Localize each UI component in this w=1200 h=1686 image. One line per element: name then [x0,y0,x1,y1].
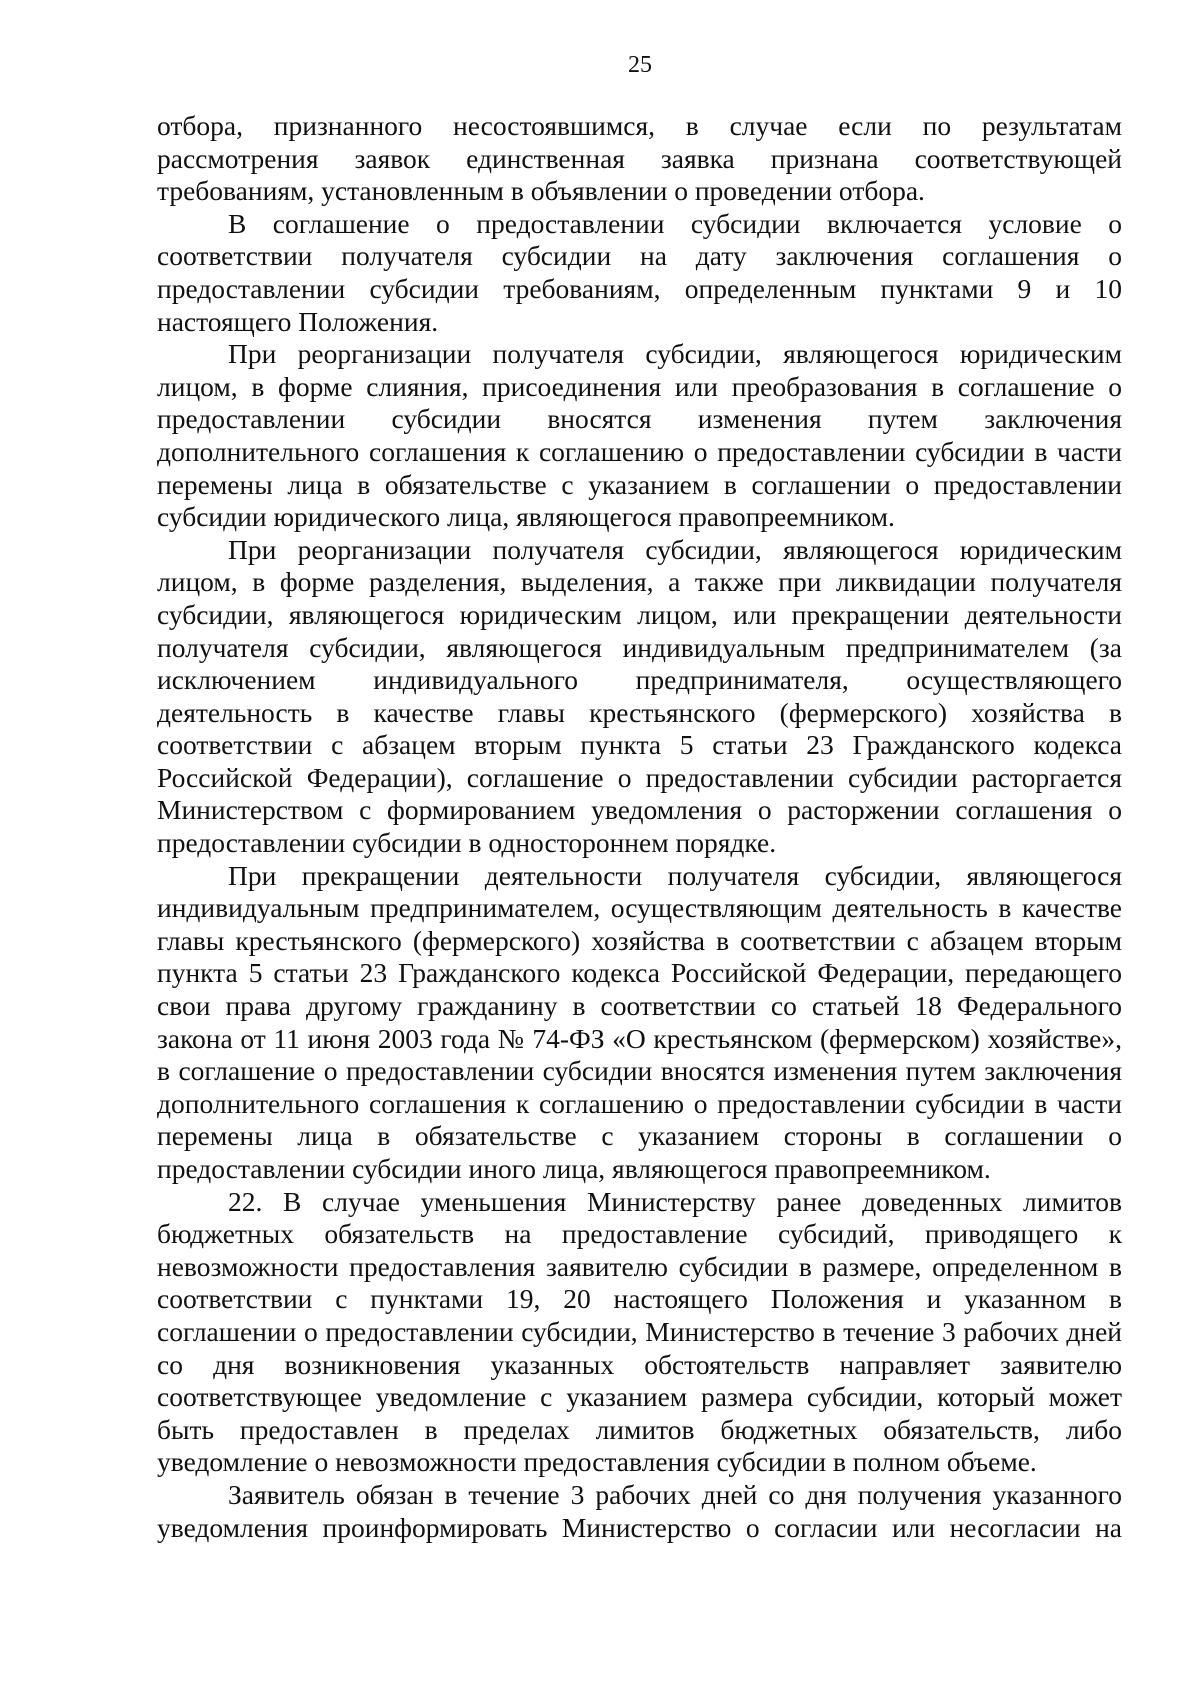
paragraph-agreement-condition: В соглашение о предоставлении субсидии включается условие о соответствии получателя субсидии на дату заключения соглашения о предоставлении субсидии требованиям, определенным пунктами 9 и 10 настоящего Положения. [157,207,1122,337]
paragraph-reorganization-division: При реорганизации получателя субсидии, являющегося юридическим лицом, в форме разделения, выделения, а также при ликвидации получателя субсидии, являющегося юридическим лицом, или прекращении деятельности получателя субсидии, являющегося индивидуальным предпринимателем (за исключением индивидуального предпринимателя, осуществляющего деятельность в качестве главы крестьянского (фермерского) хозяйства в соответствии с абзацем вторым пункта 5 статьи 23 Гражданского кодекса Российской Федерации), соглашение о предоставлении субсидии расторгается Министерством с формированием уведомления о расторжении соглашения о предоставлении субсидии в одностороннем порядке. [157,533,1122,859]
paragraph-item-22: 22. В случае уменьшения Министерству ранее доведенных лимитов бюджетных обязательств на предоставление субсидий, приводящего к невозможности предоставления заявителю субсидии в размере, определенном в соответствии с пунктами 19, 20 настоящего Положения и указанном в соглашении о предоставлении субсидии, Министерство в течение 3 рабочих дней со дня возникновения указанных обстоятельств направляет заявителю соответствующее уведомление с указанием размера субсидии, который может быть предоставлен в пределах лимитов бюджетных обязательств, либо уведомление о невозможности предоставления субсидии в полном объеме. [157,1185,1122,1478]
paragraph-applicant-obligation: Заявитель обязан в течение 3 рабочих дней со дня получения указанного уведомления проинформировать Министерство о согласии или несогласии на [157,1478,1122,1543]
paragraph-continuation: отбора, признанного несостоявшимся, в случае если по результатам рассмотрения заявок единственная заявка признана соответствующей требованиям, установленным в объявлении о проведении отбора. [157,110,1122,207]
page-number: 25 [628,52,652,78]
paragraph-reorganization-merger: При реорганизации получателя субсидии, являющегося юридическим лицом, в форме слияния, присоединения или преобразования в соглашение о предоставлении субсидии вносятся изменения путем заключения дополнительного соглашения к соглашению о предоставлении субсидии в части перемены лица в обязательстве с указанием в соглашении о предоставлении субсидии юридического лица, являющегося правопреемником. [157,338,1122,533]
document-body [157,110,1122,1544]
paragraph-farm-termination: При прекращении деятельности получателя субсидии, являющегося индивидуальным предпринимателем, осуществляющим деятельность в качестве главы крестьянского (фермерского) хозяйства в соответствии с абзацем вторым пункта 5 статьи 23 Гражданского кодекса Российской Федерации, передающего свои права другому гражданину в соответствии со статьей 18 Федерального закона от 11 июня 2003 года № 74-ФЗ «О крестьянском (фермерском) хозяйстве», в соглашение о предоставлении субсидии вносятся изменения путем заключения дополнительного соглашения к соглашению о предоставлении субсидии в части перемены лица в обязательстве с указанием стороны в соглашении о предоставлении субсидии иного лица, являющегося правопреемником. [157,859,1122,1184]
